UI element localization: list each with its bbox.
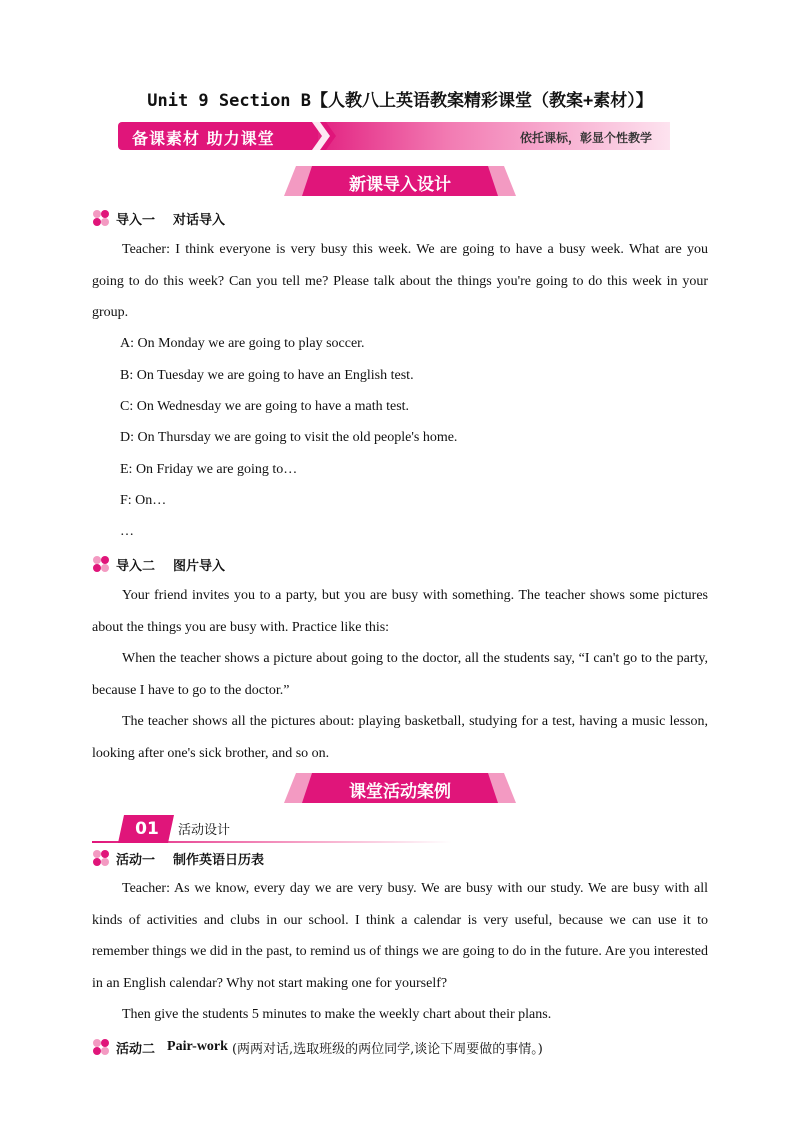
section-heading-text: 课堂活动案例 [349, 782, 451, 802]
act1-label: 活动一 [116, 852, 156, 868]
flower-icon [92, 849, 110, 867]
intro2-paragraph-3: The teacher shows all the pictures about: playing basketball, studying for a test, having a music lesson, looking after one's sick brother, and so on. [92, 714, 708, 761]
activity-design-bar [92, 815, 452, 845]
intro2-label: 导入二 [116, 558, 156, 574]
dialog-line: A: On Monday we are going to play soccer. [120, 336, 365, 351]
chevron-right-icon [312, 122, 336, 150]
act2-label: 活动二 [116, 1041, 156, 1057]
activity-title: 活动设计 [178, 823, 231, 838]
dialog-line: E: On Friday we are going to… [120, 462, 298, 477]
dialog-line: C: On Wednesday we are going to have a math test. [120, 399, 410, 414]
dialog-line: … [120, 524, 134, 539]
flower-icon [92, 209, 110, 227]
act2-heading [92, 1037, 543, 1057]
section-heading-activities [284, 773, 516, 803]
act2-note: (两两对话,选取班级的两位同学,谈论下周要做的事情。) [231, 1041, 543, 1057]
flower-icon [92, 1038, 110, 1056]
activity-number: 01 [135, 819, 159, 839]
section-heading-text: 新课导入设计 [349, 175, 451, 195]
intro1-title: 对话导入 [173, 212, 226, 228]
section-heading-new-lesson [284, 166, 516, 196]
header-banner [118, 122, 670, 150]
intro1-heading [92, 208, 225, 228]
flower-icon [92, 555, 110, 573]
intro1-paragraph: Teacher: I think everyone is very busy this week. We are going to have a busy week. What are you going to do this week? Can you tell me? Please talk about the things you're going to do this week in your group. [92, 242, 708, 320]
intro1-label: 导入一 [116, 212, 156, 228]
intro2-paragraph-2: When the teacher shows a picture about going to the doctor, all the students say, “I can't go to the party, because I have to go to the doctor.” [92, 651, 708, 698]
page-title: Unit 9 Section B【人教八上英语教案精彩课堂（教案+素材）】 [147, 91, 653, 111]
intro2-heading [92, 554, 225, 574]
banner-left-label: 备课素材 助力课堂 [132, 129, 275, 148]
act1-title: 制作英语日历表 [173, 852, 265, 868]
act2-title: Pair-work [167, 1039, 228, 1054]
act1-heading [92, 848, 264, 868]
dialog-line: B: On Tuesday we are going to have an English test. [120, 368, 414, 383]
dialog-line: F: On… [120, 493, 167, 508]
act1-paragraph-1: Teacher: As we know, every day we are very busy. We are busy with our study. We are busy with all kinds of activities and clubs in our school. I think a calendar is very useful, because we can use it to remember things we did in the past, to remind us of things we are going to do in the future. Are you interested in an English calendar? Why not start making one for yourself? [92, 881, 708, 991]
intro2-paragraph-1: Your friend invites you to a party, but you are busy with something. The teacher shows some pictures about the things you are busy with. Practice like this: [92, 588, 708, 635]
dialog-line: D: On Thursday we are going to visit the old people's home. [120, 430, 458, 445]
banner-right-label: 依托课标，彰显个性教学 [519, 131, 652, 145]
intro2-title: 图片导入 [173, 558, 226, 574]
act1-paragraph-2: Then give the students 5 minutes to make the weekly chart about their plans. [122, 1007, 552, 1022]
